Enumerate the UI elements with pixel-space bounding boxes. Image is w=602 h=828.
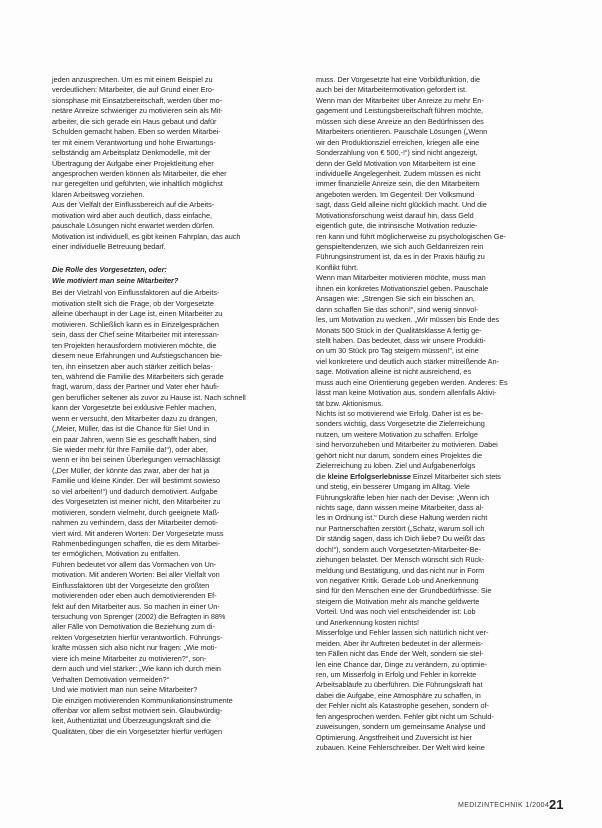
text-line: zuweisungen, sondern um gemeinsame Analyse und <box>316 722 486 732</box>
right-paragraph-4 <box>316 628 566 753</box>
text-line: Motivationsforschung weist darauf hin, dass Geld <box>316 210 474 220</box>
text-line: tersuchung von Sprenger (2002) die Befragten in 88% <box>52 612 226 621</box>
text-line: sionsphase mit Einsatzbereitschaft, werden über mo- <box>52 95 223 105</box>
text-line: alleine überhaupt in der Lage ist, einen Mitarbeiter zu <box>52 309 223 319</box>
emphasis-bold-text: kleine Erfolgserlebnisse <box>327 471 411 481</box>
text-line: fragt, warum, dass der Partner und Vater eher häufi- <box>52 382 220 392</box>
text-line: Führungskräfte leben hier nach der Devise: „Wenn ich <box>316 492 490 502</box>
text-line: ten, während die Familie des Mitarbeiters sich gerade <box>52 371 224 381</box>
text-line: viert wird. Mit anderen Worten: Der Vorgesetzte muss <box>52 528 224 538</box>
text-line: les, um Motivation zu wecken. „Wir müssen bis Ende des <box>316 315 500 325</box>
text-line: ihnen ein konkretes Motivationsziel geben. Pauschale <box>316 283 489 293</box>
text-line: meldung und Bestätigung, und das nicht nur in Form <box>316 565 485 575</box>
text-line: les in Ordnung ist.“ Durch diese Haltung werden nicht <box>316 513 488 523</box>
text-line: individuelle Angelegenheit. Zudem müssen es nicht <box>316 168 481 178</box>
text-line: zubauen. Keine Fehlerschreiber. Der Welt wird keine <box>316 743 485 752</box>
text-line: motivation wird aber auch deutlich, dass einfache, <box>52 210 212 220</box>
text-line: ren kann und führt möglicherweise zu psychologischen Ge- <box>316 231 506 241</box>
text-line: sonders wichtig, dass Vorgesetzte die Zielerreichung <box>316 419 485 429</box>
text-line: viere ich meine Mitarbeiter zu motivieren?“, son- <box>52 653 207 663</box>
text-line: tät bzw. Aktionismus. <box>316 398 384 408</box>
text-line: diesem neue Erfahrungen und Aufstiegschancen bie- <box>52 351 223 361</box>
text-line: arbeiter, die sich gerade ein Haus gebaut und dafür <box>52 116 217 126</box>
text-line: müssen sich diese Anreize an den Bedürfnissen des <box>316 116 484 126</box>
text-line: pauschale Lösungen nicht erwartet werden dürfen. <box>52 221 215 231</box>
text-line: netäre Anreize schwieriger zu motivieren sein als Mit- <box>52 106 223 116</box>
text-line: Mitarbeiters orientieren. Pauschale Lösungen („Wenn <box>316 127 488 137</box>
text-line: gehört nicht nur darum, sondern eines Projektes die <box>316 450 483 460</box>
text-line: jeden anzusprechen. Um es mit einem Beispiel zu <box>52 75 213 84</box>
text-line: Arbeitsabläufe zu überführen. Die Führungskraft hat <box>316 680 483 690</box>
text-line: motivieren. Schließlich kann es in Einzelgesprächen <box>52 319 219 329</box>
text-line: meiden. Aber ihr Auftreten bedeutet in der allermeis- <box>316 638 484 648</box>
text-line: denn der Geld Motivation von Mitarbeitern ist eine <box>316 158 476 168</box>
text-line: sagt, dass Geld alleine nicht glücklich macht. Und die <box>316 200 487 210</box>
text-line: auch bei der Mitarbeitermotivation gefordert ist. <box>316 85 468 95</box>
text-line: Rahmenbedingungen schaffen, die es dem Mitarbei- <box>52 538 221 548</box>
text-line: Die einzigen motivierenden Kommunikationsinstrumente <box>52 695 233 705</box>
text-line: dern auch und viel stärker: „Wie kann ich durch mein <box>52 664 221 674</box>
text-line: viel konkretere und deutlich auch stärker mitreißende An- <box>316 356 499 366</box>
text-line: Konflikt führt. <box>316 262 359 272</box>
right-paragraph-1 <box>316 75 566 273</box>
text-line: selbständig am Arbeitsplatz Denkmodelle, mit der <box>52 148 211 158</box>
text-line: verdeutlichen: Mitarbeiter, die auf Grund einer Ero- <box>52 85 215 95</box>
text-line: Einflussfaktoren übt der Vorgesetzte den größten <box>52 580 210 590</box>
text-line: angesprochen werden können als Mitarbeiter, die eher <box>52 168 227 178</box>
left-paragraph-4 <box>52 560 301 685</box>
text-line: kann der Vorgesetzte bei exklusive Fehler machen, <box>52 403 217 413</box>
text-line: sind hervorzuheben und Mitarbeiter zu motivieren. Dabei <box>316 440 498 450</box>
text-line: wir den Produktionsziel erreichen, kriegen alle eine <box>316 137 480 147</box>
text-line: dann schaffen Sie das schon!“, sind wenig sinnvol- <box>316 304 479 314</box>
text-line: fen angesprochen werden. Fehler gibt nicht um Schuld- <box>316 711 494 721</box>
text-line: Die Rolle des Vorgesetzten, oder: <box>52 265 167 275</box>
right-paragraph-3-rest <box>316 482 566 628</box>
text-line: Wie motiviert man seine Mitarbeiter? <box>52 275 179 285</box>
text-line: dabei die Aufgabe, eine Atmosphäre zu schaffen, in <box>316 690 481 700</box>
text-line: Übertragung der Aufgabe einer Projektleitung eher <box>52 158 214 168</box>
text-line: Ansagen wie: „Strengen Sie sich ein bisschen an, <box>316 294 475 304</box>
text-line: Sonderzahlung von € 500,-!“) sind nicht angezeigt, <box>316 148 478 158</box>
text-line: Monats 500 Stück in der Qualitätsklasse A fertig ge- <box>316 325 482 335</box>
text-line: fekt auf den Mitarbeiter aus. So machen in einer Un- <box>52 601 220 611</box>
right-paragraph-2 <box>316 273 566 409</box>
text-line: Motivation ist individuell, es gibt keinen Fahrplan, das auch <box>52 231 241 241</box>
text-line: einer individuelle Betreuung bedarf. <box>52 242 166 251</box>
section-heading <box>52 265 301 286</box>
left-paragraph-1 <box>52 75 301 200</box>
text-line: nur Partnerschaften zerstört („Schatz, warum soll ich <box>316 523 485 533</box>
text-line: on um 30 Stück pro Tag steigern müssen!“, ist eine <box>316 346 479 356</box>
text-line: der Fehler nicht als Katastrophe gesehen, sondern of- <box>316 701 489 711</box>
text-line: eigentlich gute, die intrinsische Motivation reduzie- <box>316 221 478 231</box>
text-line: Familie und kleine Kinder. Der will bestimmt sowieso <box>52 476 221 486</box>
text-line: kräfte müssen sich also nicht nur fragen: „Wie moti- <box>52 643 217 653</box>
text-line: nutzen, um weitere Motivation zu schaffen. Erfolge <box>316 429 478 439</box>
emphasis-suffix: Einzel Mitarbeiter sich stets <box>410 471 501 481</box>
text-line: ter ermöglichen, Motivation zu entfalten. <box>52 549 181 559</box>
text-line: nur geregelten und geführten, wie inhaltlich möglichst <box>52 179 223 189</box>
text-line: motivation stellt sich die Frage, ob der Vorgesetzte <box>52 298 214 308</box>
text-line: gen beruflicher seltener als zuvor zu Hause ist. Nach schnell <box>52 392 246 402</box>
emphasis-prefix: die <box>316 471 328 481</box>
text-line: und Anerkennung kosten nichts! <box>316 617 420 627</box>
text-line: Vorteil. Und was noch viel entscheidender ist: Lob <box>316 607 476 617</box>
page-footer <box>0 796 602 816</box>
text-line: ein paar Jahren, wenn Sie es geschafft haben, sind <box>52 434 217 444</box>
text-line: von negativer Kritik. Gerade Lob und Anerkennung <box>316 576 479 585</box>
text-line: sage. Motivation alleine ist nicht ausreichend, es <box>316 367 472 377</box>
left-column <box>52 75 301 737</box>
text-line: stellt haben. Das bedeutet, dass wir unsere Produkti- <box>316 335 486 345</box>
text-line: motivation. Mit anderen Worten: Bei aller Vielfalt von <box>52 570 220 580</box>
text-line: keit, Authentizität und Überzeugungskraft sind die <box>52 716 211 726</box>
text-line: aller Fälle von Demotivation die Beziehung zum di- <box>52 622 215 632</box>
text-line: ten Fällen nicht das Ende der Welt, sondern sie stel- <box>316 649 484 659</box>
journal-name: MEDIZINTECHNIK 1/2004 <box>458 802 550 809</box>
text-line: sind für den Menschen eine der Grundbedürfnisse. Sie <box>316 586 492 596</box>
text-line: Und wie motiviert man nun seine Mitarbeiter? <box>52 685 198 695</box>
text-line: angeboten werden. Im Gegenteil: Der Volksmund <box>316 189 475 199</box>
text-line: ten Projekten herausfordern motivieren möchte, die <box>52 340 217 350</box>
right-paragraph-3 <box>316 409 566 628</box>
text-line: Bei der Vielzahl von Einflussfaktoren auf die Arbeits- <box>52 288 220 298</box>
text-line: („Der Müller, der könnte das zwar, aber der hat ja <box>52 465 210 475</box>
text-line: klaren Arbeitsweg vorziehen. <box>52 189 145 199</box>
text-line: Misserfolge und Fehler lassen sich natürlich nicht ver- <box>316 628 489 638</box>
text-line: des Vorgesetzten ist meiner nicht, den Mitarbeiter zu <box>52 497 221 507</box>
text-line: gagement und Leistungsbereitschaft führen möchte, <box>316 106 483 116</box>
text-line: Sie wieder mehr für Ihre Familie da!“), oder aber, <box>52 445 208 454</box>
text-line: ren, um Misserfolg in Erfolg und Fehler in korrekte <box>316 669 477 679</box>
text-line: immer finanzielle Anreize sein, die den Mitarbeitern <box>316 179 480 189</box>
text-line: offenbar vor allem selbst motiviert sein. Glaubwürdig- <box>52 705 223 715</box>
text-line: nichts sage, dann wissen meine Mitarbeiter, dass al- <box>316 502 484 512</box>
text-line: motivieren, sondern vielmehr, durch geeignete Maß- <box>52 507 220 517</box>
text-line: muss auch eine Orientierung gegeben werden. Anderes: Es <box>316 377 508 387</box>
text-line: Qualitäten, über die ein Vorgesetzter hierfür verfügen <box>52 726 222 736</box>
text-line: Führungsinstrument ist, da es in der Praxis häufig zu <box>316 252 485 262</box>
text-line: wenn er versucht, den Mitarbeiter dazu zu drängen, <box>52 413 218 423</box>
left-paragraph-5 <box>52 685 301 737</box>
text-line: Zielerreichung zu loben. Ziel und Aufgabenerfolgs <box>316 461 476 471</box>
page-number: 21 <box>549 797 564 812</box>
left-paragraph-2 <box>52 200 301 252</box>
bold-emphasis-line <box>316 472 566 482</box>
text-line: Nichts ist so motivierend wie Erfolg. Daher ist es be- <box>316 409 484 418</box>
text-line: Wenn man Mitarbeiter motivieren möchte, muss man <box>316 273 486 283</box>
text-line: Wenn man der Mitarbeiter über Anreize zu mehr En- <box>316 95 484 105</box>
text-line: len eine Chance dar, Dinge zu verändern, zu optimie- <box>316 659 487 669</box>
text-line: und stetig, ein besserer Umgang im Alltag. Viele <box>316 482 470 492</box>
text-line: rekten Vorgesetzten hierfür verantwortlich. Führungs- <box>52 632 223 642</box>
text-line: Dir ständig sagen, dass ich Dich liebe? Du weißt das <box>316 534 485 544</box>
text-line: muss. Der Vorgesetzte hat eine Vorbildfunktion, die <box>316 75 481 84</box>
text-line: genspieltendenzen, wie sich auch Geldanreizen rein <box>316 242 484 251</box>
text-line: Aus der Vielfalt der Einflussbereich auf die Arbeits- <box>52 200 215 210</box>
text-line: doch!“), sondern auch Vorgesetzten-Mitarbeiter-Be- <box>316 544 481 554</box>
text-line: Führen bedeutet vor allem das Vormachen von Un- <box>52 559 217 569</box>
text-line: Verhalten Demotivation vermeiden?“ <box>52 674 170 684</box>
text-line: nahmen zu verhindern, dass der Mitarbeiter demoti- <box>52 518 219 528</box>
text-line: steigern die Motivation mehr als manche geldwerte <box>316 596 480 606</box>
text-line: wenn er ihn bei seinen Überlegungen vernachlässigt <box>52 455 221 465</box>
text-line: Schulden gemacht haben. Eben so werden Mitarbei- <box>52 127 221 137</box>
text-line: sein, dass der Chef seine Mitarbeiter mit interessan- <box>52 330 220 340</box>
text-line: lässt man keine Motivation aus, sondern allenfalls Aktivi- <box>316 388 497 398</box>
text-line: ten, ihn einsetzen aber auch stärker zeitlich belas- <box>52 361 213 371</box>
right-column <box>316 75 566 753</box>
text-line: („Meier, Müller, das ist die Chance für Sie! Und in <box>52 424 210 434</box>
text-line: motivierenden oder eben auch demotivierenden Ef- <box>52 591 217 601</box>
left-paragraph-3 <box>52 288 301 559</box>
text-line: Optimierung. Angstfreiheit und Zuversicht ist hier <box>316 732 472 742</box>
text-line: so viel arbeiten!“) und dadurch demotiviert. Aufgabe <box>52 486 218 496</box>
text-line: ter mit einem Verantwortung und hohe Erwartungs- <box>52 137 216 147</box>
text-line: ziehungen belastet. Der Mensch wünscht sich Rück- <box>316 555 485 565</box>
right-paragraph-3-intro <box>316 409 566 472</box>
